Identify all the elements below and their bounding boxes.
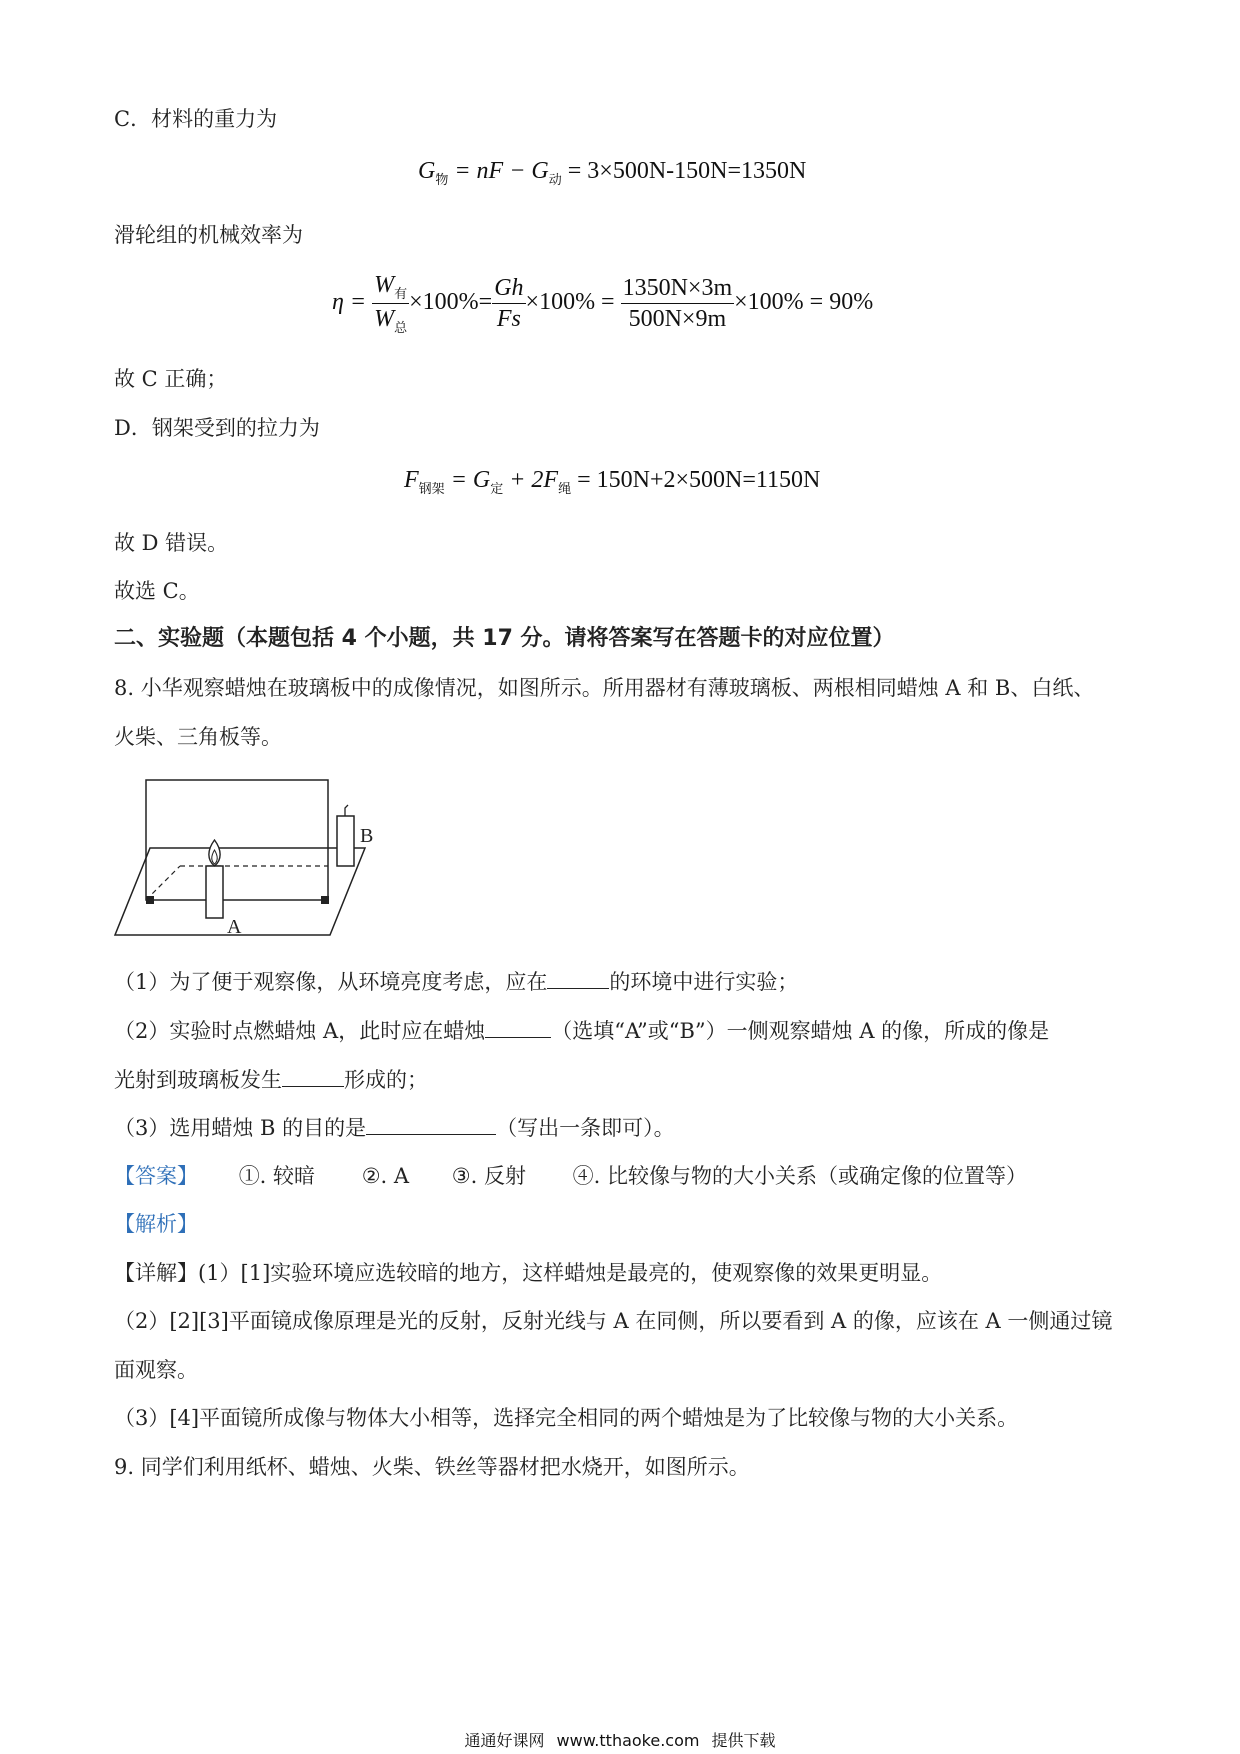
final-choice: 故选 C。 xyxy=(114,579,200,603)
q8-detail1: 【详解】(1）[1]实验环境应选较暗的地方，这样蜡烛是最亮的，使观察像的效果更明显。 xyxy=(114,1261,943,1285)
flame-icon xyxy=(209,840,220,866)
dashed-line xyxy=(146,866,180,900)
q8-sub1: （1）为了便于观察像，从环境亮度考虑，应在 的环境中进行实验； xyxy=(114,966,798,997)
page-footer xyxy=(0,1728,1240,1751)
support-block xyxy=(146,896,154,904)
q8-sub2: （2）实验时点燃蜡烛 A，此时应在蜡烛 （选填“A”或“B”）一侧观察蜡烛 A 的像，所成的像是 xyxy=(114,1015,1049,1046)
candle-a xyxy=(206,866,223,918)
answer-3: ③. 反射 xyxy=(451,1164,526,1188)
answer-blank xyxy=(485,1015,551,1038)
answer-2: ②. A xyxy=(361,1164,410,1188)
q8-stem-line1: 8. 小华观察蜡烛在玻璃板中的成像情况，如图所示。所用器材有薄玻璃板、两根相同蜡烛 A 和 B、白纸、 xyxy=(114,676,1095,700)
footer-action: 提供下载 xyxy=(711,1731,776,1750)
fraction-w: $\frac{W_有}{W_总}$ xyxy=(374,272,408,335)
q8-detail2-line2: 面观察。 xyxy=(114,1358,198,1382)
q9-stem: 9. 同学们利用纸杯、蜡烛、火柴、铁丝等器材把水烧开，如图所示。 xyxy=(114,1455,750,1479)
efficiency-intro: 滑轮组的机械效率为 xyxy=(114,223,303,247)
part-d-intro: D．钢架受到的拉力为 xyxy=(114,416,320,440)
answer-4: ④. 比较像与物的大小关系（或确定像的位置等） xyxy=(572,1164,1027,1188)
wick-icon xyxy=(345,805,348,816)
candle-b-label: B xyxy=(360,825,374,847)
answer-blank xyxy=(366,1112,496,1135)
answer-1: ①. 较暗 xyxy=(238,1164,316,1188)
candle-b xyxy=(337,816,354,866)
q8-sub3: （3）选用蜡烛 B 的目的是 （写出一条即可）。 xyxy=(114,1112,675,1143)
glass-plate xyxy=(146,780,328,900)
candle-a-label: A xyxy=(227,916,242,938)
answer-blank xyxy=(547,966,609,989)
q8-figure xyxy=(110,770,390,940)
answer-blank xyxy=(282,1064,344,1087)
footer-site-name: 通通好课网 xyxy=(464,1731,545,1750)
formula-tension: $F_{钢架} = G_定 + 2F_绳 = 150N+2\times 500N=1150N$ xyxy=(404,467,821,496)
part-c-conclusion: 故 C 正确； xyxy=(114,367,228,391)
q8-detail2-line1: （2）[2][3]平面镜成像原理是光的反射，反射光线与 A 在同侧，所以要看到 A 的像，应该在 A 一侧通过镜 xyxy=(114,1309,1113,1333)
part-d-conclusion: 故 D 错误。 xyxy=(114,531,229,555)
formula-weight: $G_物$ = nF − $G_动 = 3\times 500N-150N=1350N$ xyxy=(418,158,807,187)
q8-answer xyxy=(114,1161,1027,1191)
analysis-tag: 【解析】 xyxy=(114,1212,198,1236)
support-block xyxy=(321,896,329,904)
footer-url[interactable]: www.tthaoke.com xyxy=(556,1731,700,1750)
formula-efficiency: η = $\frac{W_有}{W_总}$ ×100%= $\frac{Gh}{Fs}$ ×100% = $\frac{1350N\times 3m}{500N\times 9m}$ ×100% = 90% xyxy=(332,272,874,335)
q8-detail3: （3）[4]平面镜所成像与物体大小相等，选择完全相同的两个蜡烛是为了比较像与物的大小关系。 xyxy=(114,1406,1019,1430)
q8-stem-line2: 火柴、三角板等。 xyxy=(114,725,282,749)
fraction-values: $\frac{1350N\times 3m}{500N\times 9m}$ xyxy=(622,275,733,332)
fraction-gh: $\frac{Gh}{Fs}$ xyxy=(494,275,524,332)
q8-sub2-line2: 光射到玻璃板发生 形成的； xyxy=(114,1064,428,1095)
part-c-intro: C．材料的重力为 xyxy=(114,107,278,131)
section-heading: 二、实验题（本题包括 4 个小题，共 17 分。请将答案写在答题卡的对应位置） xyxy=(114,626,895,651)
answer-tag: 【答案】 xyxy=(114,1164,198,1188)
